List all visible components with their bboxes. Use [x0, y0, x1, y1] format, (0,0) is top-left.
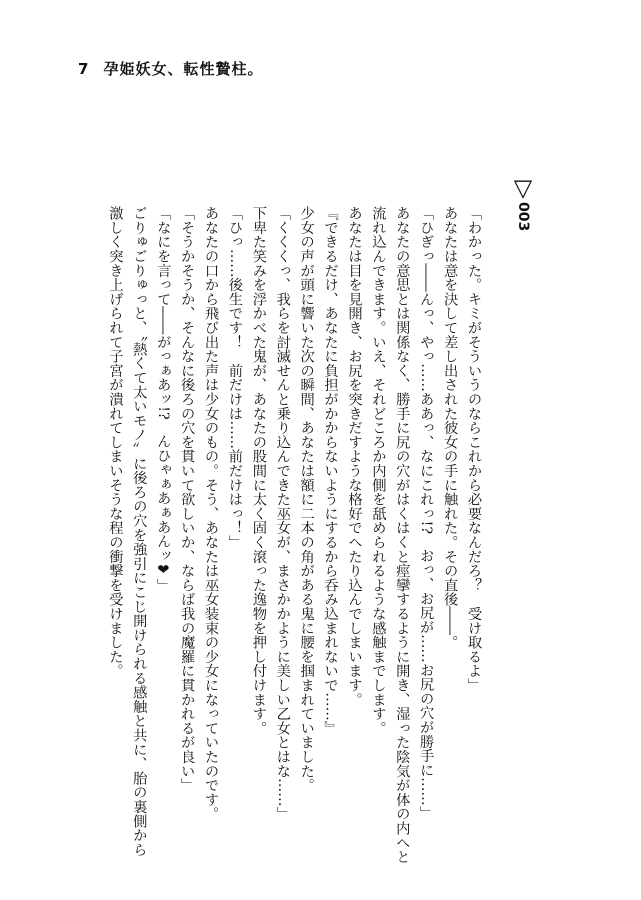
body-text: [65, 206, 485, 864]
body-line: 流れ込んできます。いえ、それどころか内側を舐められるような感触までします。: [370, 206, 387, 736]
body-line: 激しく突き上げられて子宮が潰れてしまいそうな程の衝撃を受けました。: [107, 206, 124, 678]
body-line: 「ひっ……後生です！ 前だけは……前だけはっ！」: [226, 206, 243, 550]
body-line: あなたは意を決して差し出された彼女の手に触れた。その直後――。: [442, 206, 459, 650]
body-line: 「わかった。キミがそういうのならこれから必要なんだろ？ 受け取るよ」: [466, 206, 482, 693]
body-line: 「そうかそうか、そんなに後ろの穴を貫いて欲しいか、ならば我の魔羅に貫かれるが良い」: [179, 206, 196, 793]
body-line: 「くくくっ、我らを討滅せんと乗り込んできた巫女が、まさかかように美しい乙女とはな……」: [274, 206, 291, 821]
chapter-number: 7: [78, 60, 90, 78]
chapter-title: 孕姫妖女、転性贄柱。: [103, 60, 264, 78]
chapter-header: [78, 58, 263, 79]
body-line: ごりゅごりゅっと、〝熱くて太いモノ〟に後ろの穴を強引にこじ開けられる感触と共に、胎の裏側から: [131, 206, 148, 857]
body-line: 少女の声が頭に響いた次の瞬間、あなたは額に二本の角がある鬼に腰を掴まれていました。: [298, 206, 315, 793]
body-line: あなたの意思とは関係なく、勝手に尻の穴がはくはくと痙攣するように開き、湿った陰気が体の内へと: [394, 206, 411, 864]
section-marker: [508, 176, 538, 231]
body-line: 「なにを言って――がっぁあッ!? んひゃぁあぁあんッ❤」: [155, 206, 172, 593]
body-line: あなたは目を見開き、お尻を突きだすような格好でへたり込んでしまいます。: [346, 206, 363, 707]
body-line: あなたの口から飛び出た声は少女のもの。そう、あなたは巫女装束の少女になっていたのです。: [203, 206, 220, 821]
section-number: 003: [515, 202, 531, 232]
body-line: 『できるだけ、あなたに負担がかからないようにするから呑み込まれないで……』: [322, 206, 339, 736]
body-line: 「ひぎっ――んっ、やっ……ああっ、なにこれっ!? おっ、お尻が……お尻の穴が勝手に……」: [418, 206, 435, 820]
body-line: 下卑た笑みを浮かべた鬼が、あなたの股間に太く固く滾った逸物を押し付けます。: [250, 206, 267, 736]
triangle-down-icon: ▽: [513, 174, 533, 202]
